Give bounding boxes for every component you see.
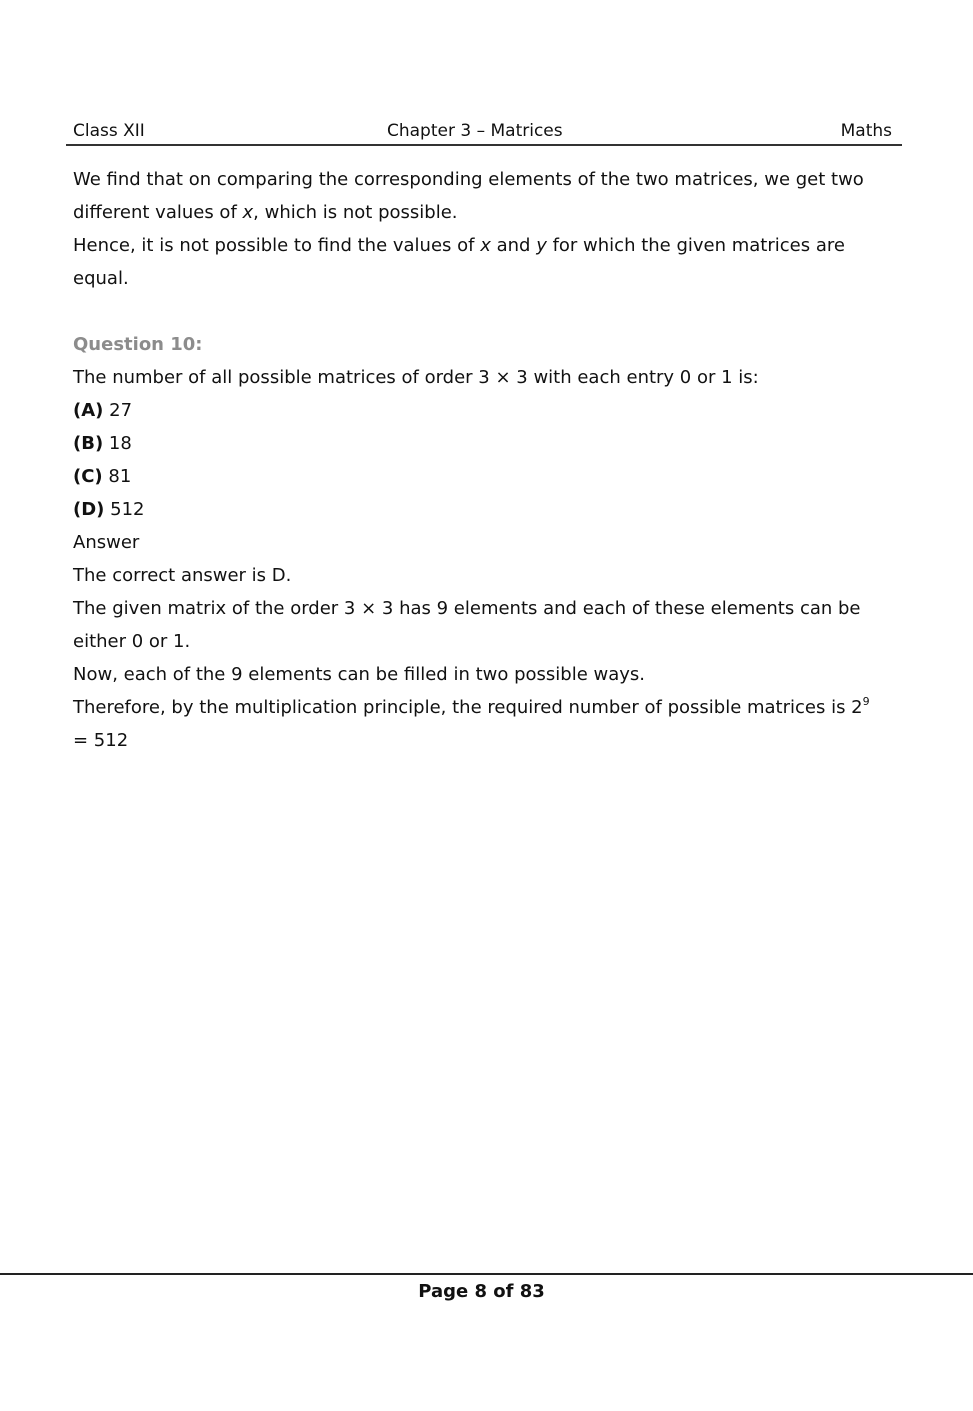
text: different values of <box>73 202 243 223</box>
question-title: Question 10: <box>73 334 203 355</box>
variable-x: x <box>480 235 491 256</box>
page-number: Page 8 of 83 <box>418 1281 545 1302</box>
option-label: (D) <box>73 499 105 520</box>
answer-line: Now, each of the 9 elements can be filled in two possible ways. <box>73 664 646 685</box>
spacer <box>73 295 893 328</box>
answer-line: The correct answer is D. <box>73 565 292 586</box>
exponent: 9 <box>862 695 870 708</box>
text: and <box>490 235 537 256</box>
option-d <box>73 493 893 526</box>
option-c <box>73 460 893 493</box>
text: for which the given matrices are <box>546 235 845 256</box>
option-value: 81 <box>102 466 132 487</box>
header-chapter: Chapter 3 – Matrices <box>387 121 563 141</box>
header-subject: Maths <box>840 121 892 141</box>
option-value: 512 <box>104 499 145 520</box>
option-value: 18 <box>103 433 132 454</box>
variable-x: x <box>242 202 254 223</box>
option-label: (A) <box>73 400 104 421</box>
option-b <box>73 427 893 460</box>
page-header <box>66 120 902 146</box>
answer-heading: Answer <box>73 532 140 553</box>
header-class: Class XII <box>73 121 145 141</box>
text: Therefore, by the multiplication principle, the required number of possible matrices is 2 <box>73 697 863 718</box>
intro-line-3 <box>73 229 893 262</box>
option-label: (C) <box>73 466 103 487</box>
option-value: 27 <box>103 400 133 421</box>
answer-final-line <box>73 691 893 724</box>
variable-y: y <box>536 235 547 256</box>
option-label: (B) <box>73 433 104 454</box>
answer-line: The given matrix of the order 3 × 3 has 9 elements and each of these elements can be <box>73 598 861 619</box>
option-a <box>73 394 893 427</box>
answer-line: either 0 or 1. <box>73 631 191 652</box>
intro-line-4: equal. <box>73 268 129 289</box>
question-text: The number of all possible matrices of order 3 × 3 with each entry 0 or 1 is: <box>73 367 759 388</box>
footer-divider <box>0 1273 973 1275</box>
text: , which is not possible. <box>253 202 458 223</box>
intro-line-2 <box>73 196 893 229</box>
page-content <box>73 163 893 757</box>
answer-result: = 512 <box>73 730 129 751</box>
text: Hence, it is not possible to find the values of <box>73 235 481 256</box>
intro-line-1: We find that on comparing the corresponding elements of the two matrices, we get two <box>73 169 864 190</box>
